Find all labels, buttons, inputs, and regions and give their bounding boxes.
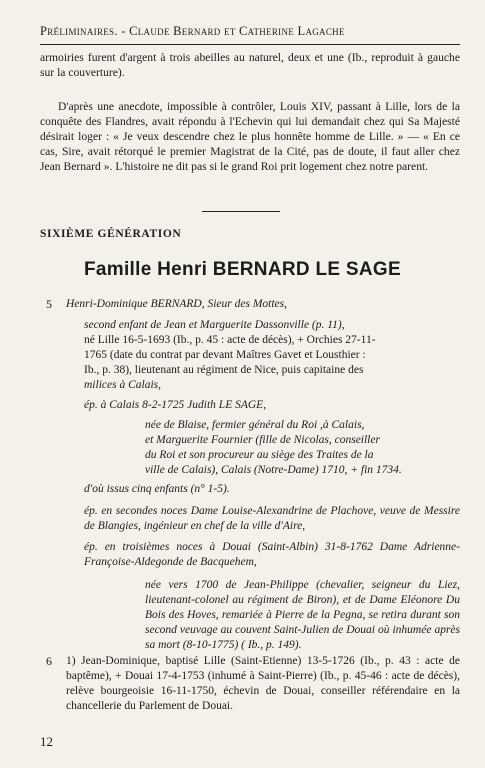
entry-name-line: Henri-Dominique BERNARD, Sieur des Mottes, (66, 298, 288, 310)
entry-line: né Lille 16-5-1693 (Ib., p. 45 : acte de décès), + Orchies 27-11- (84, 334, 376, 346)
first-marriage: ép. à Calais 8-2-1725 Judith LE SAGE, (84, 399, 267, 411)
entry-line: 1765 (date du contrat par devant Maîtres Gavet et Lousthier : (84, 349, 366, 361)
header-separator: - (117, 24, 130, 38)
running-header (40, 24, 460, 39)
family-title: Famille Henri BERNARD LE SAGE (84, 259, 401, 280)
wife-line: et Marguerite Fournier (fille de Nicolas, conseiller (145, 434, 380, 446)
child-entry: 1) Jean-Dominique, baptisé Lille (Saint-Etienne) 13-5-1726 (Ib., p. 43 : acte de baptême), + Douai 17-4-1753 (inhumé à Saint-Pierre) (Ib., p. 45-46 : acte de décès), relève bourgeoisie 16-11-1750, échevin de Douai, conseiller référendaire en la chancellerie du Parlement de Douai. (66, 655, 460, 712)
children-note: d'où issus cinq enfants (n° 1-5). (84, 483, 230, 495)
entry-line: milices à Calais, (84, 379, 161, 391)
header-prefix: Préliminaires. (40, 24, 118, 38)
entry-number-6: 6 (46, 654, 52, 668)
third-marriage: ép. en troisièmes noces à Douai (Saint-Albin) 31-8-1762 Dame Adrienne-Françoise-Aldegonde de Bacquehem, (84, 541, 460, 568)
second-marriage: ép. en secondes noces Dame Louise-Alexandrine de Plachove, veuve de Messire de Blangies, ingénieur en chef de la ville d'Aire, (84, 505, 460, 532)
intro-paragraph-2: D'après une anecdote, impossible à contrôler, Louis XIV, passant à Lille, lors de la conquête des Flandres, avait répondu à l'Echevin qui lui demandait chez qui Sa Majesté désirait loger : « Je veux descendre chez le plus honnête homme de Lille. » — « En ce cas, Sire, avait rétorqué le premier Magistrat de la Cité, pas de doute, il faut aller chez Jean Bernard ». L'histoire ne dit pas si le grand Roi prit logement chez notre parent. (40, 100, 460, 173)
header-rule (40, 44, 460, 45)
intro-paragraph-1: armoiries furent d'argent à trois abeilles au naturel, deux et une (Ib., reproduit à gauche sur la couverture). (40, 51, 460, 79)
header-authors: Claude Bernard et Catherine Lagache (129, 24, 345, 38)
page-number: 12 (40, 734, 53, 749)
wife-line: du Roi et son procureur au siège des Traites de la (145, 449, 374, 461)
wife-line: née de Blaise, fermier général du Roi ,à Calais, (145, 419, 365, 431)
wife-line: ville de Calais), Calais (Notre-Dame) 1710, + fin 1734. (145, 464, 402, 476)
entry-line: Ib., p. 38), lieutenant au régiment de Nice, puis capitaine des (84, 364, 364, 376)
generation-heading: SIXIÈME GÉNÉRATION (40, 228, 182, 240)
section-divider (202, 211, 280, 212)
entry-line: second enfant de Jean et Marguerite Dassonville (p. 11), (84, 319, 345, 331)
third-wife-description: née vers 1700 de Jean-Philippe (chevalier, seigneur du Liez, lieutenant-colonel au régiment de Biron), et de Dame Eléonore Du Bois des Hoves, remariée à Pierre de la Pegna, se retira durant son second veuvage au couvent Saint-Julien de Douai où inhumée après sa mort (8-10-1775) ( Ib., p. 149). (145, 579, 460, 651)
entry-number-5: 5 (46, 297, 52, 311)
